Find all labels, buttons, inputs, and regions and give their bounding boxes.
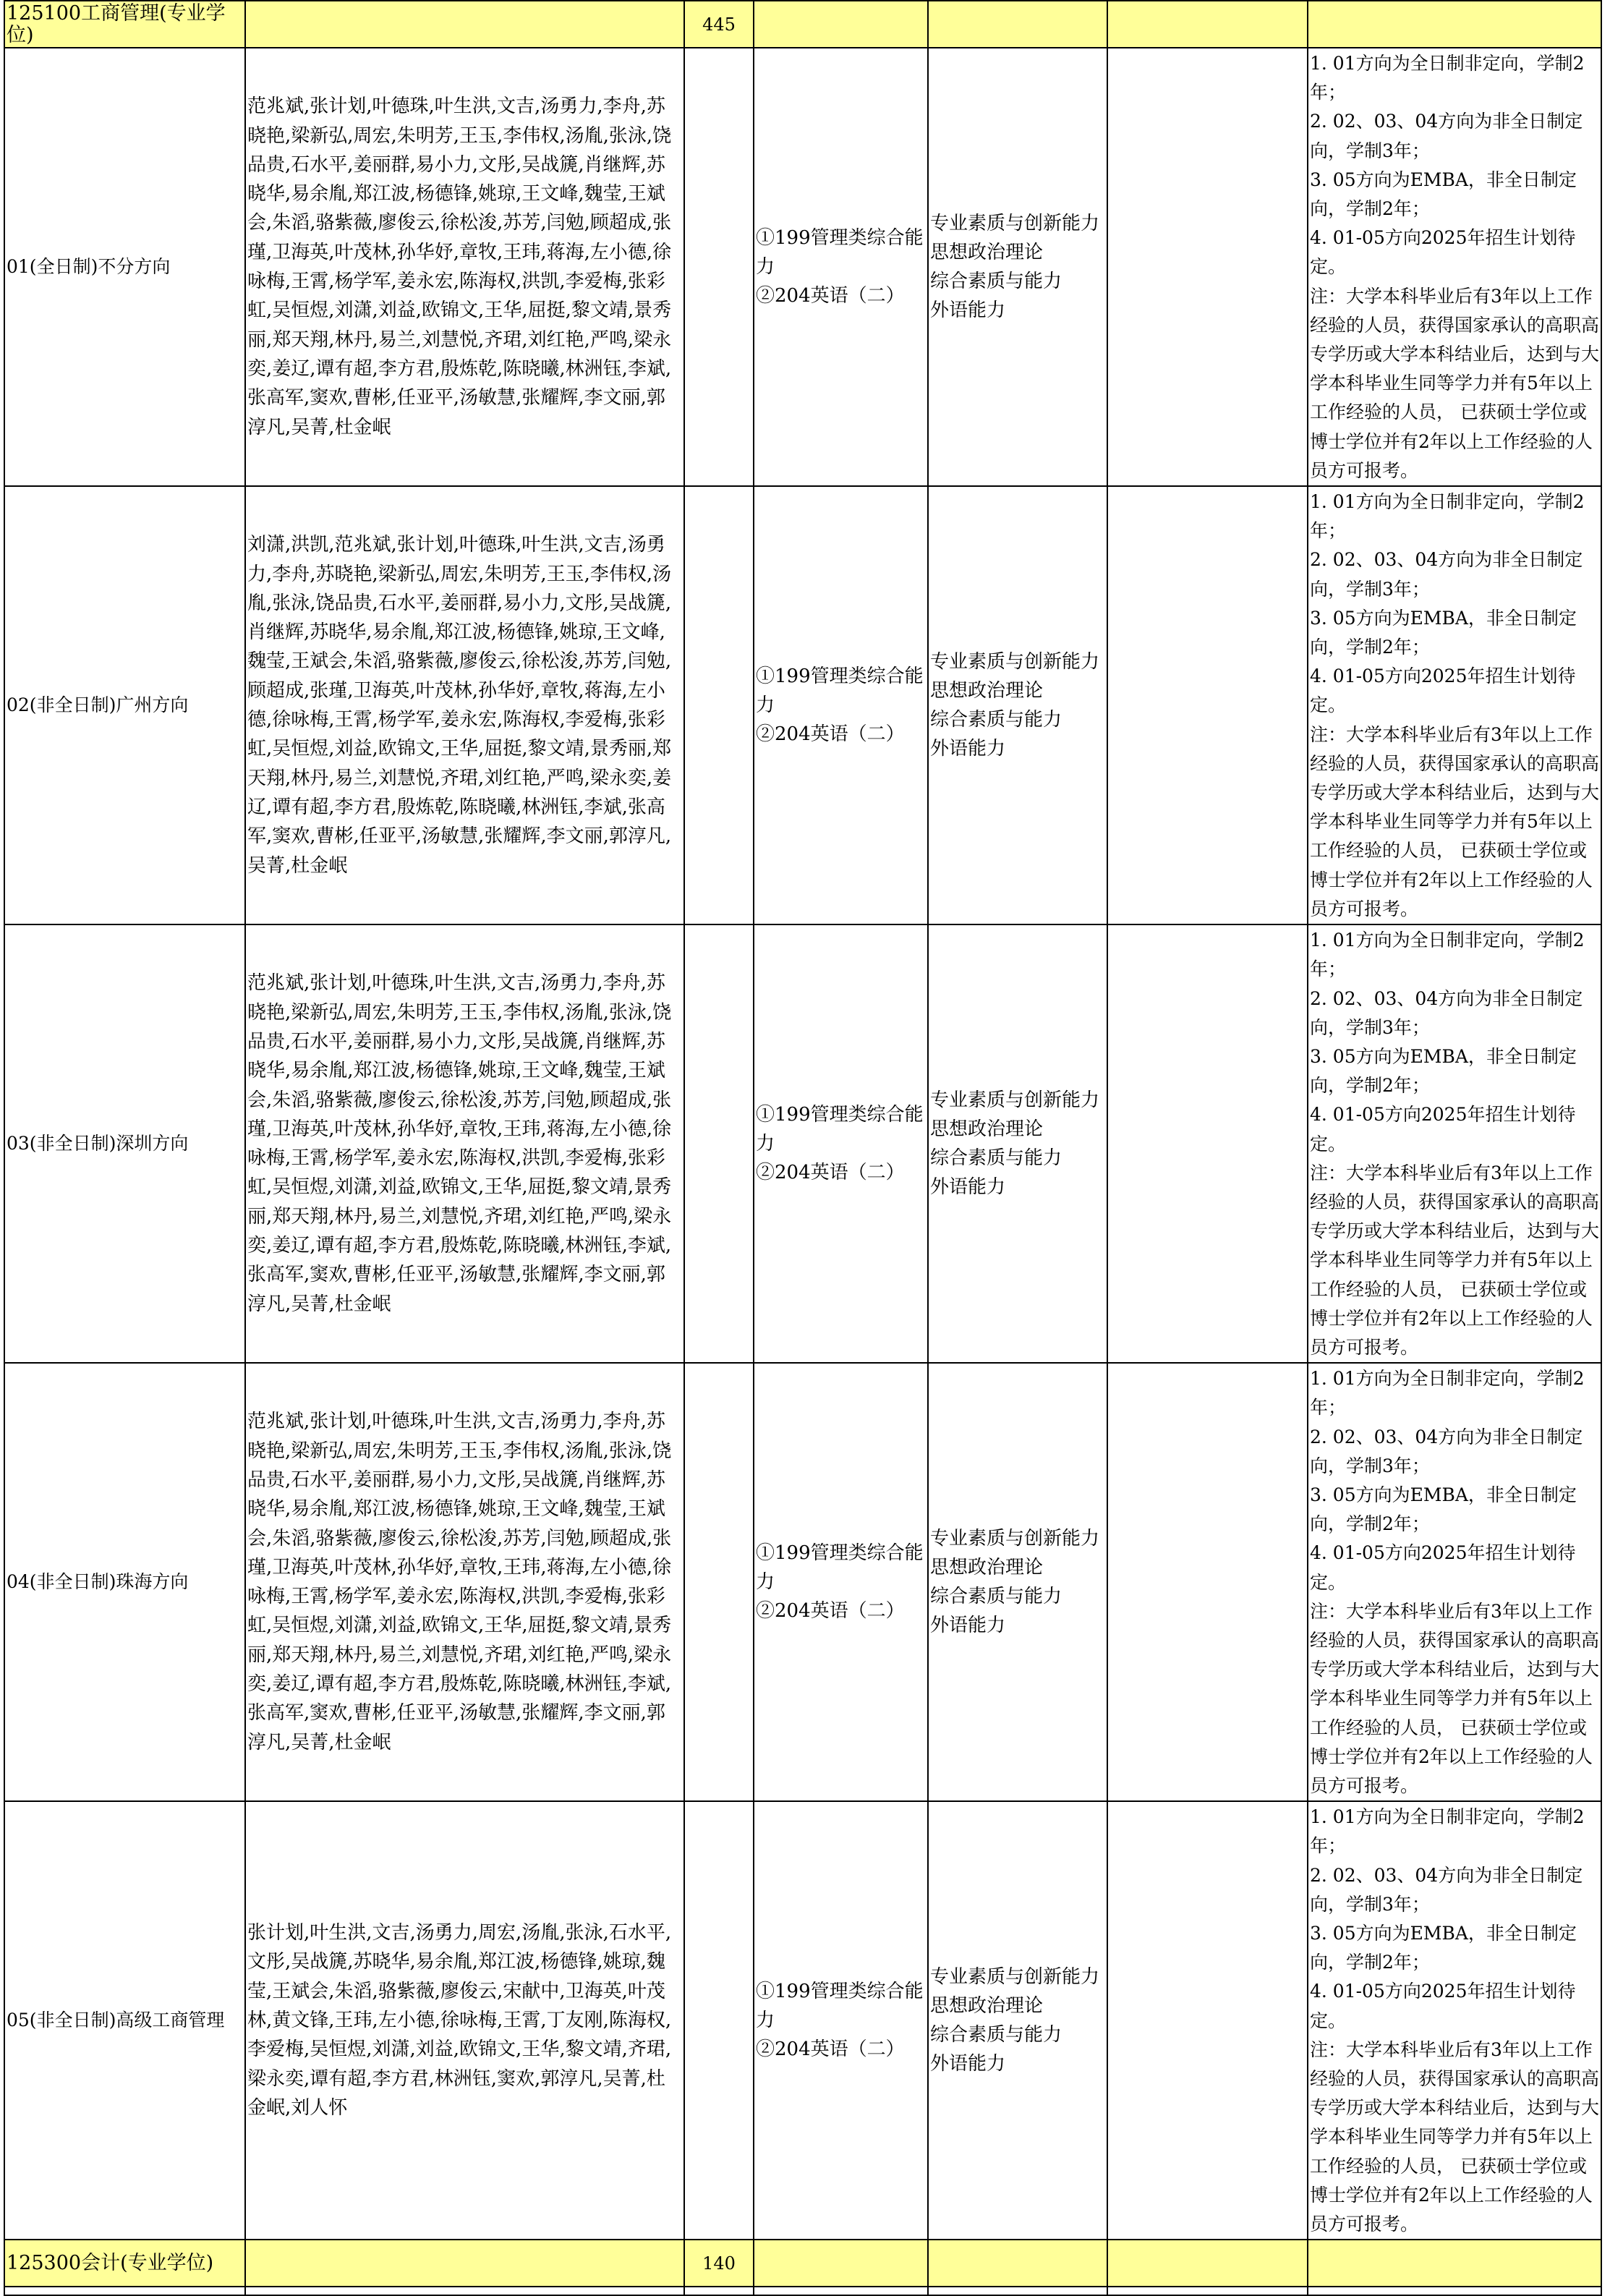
- empty-cell: [1308, 2287, 1601, 2295]
- advisor-list: 范兆斌,张计划,叶德珠,叶生洪,文吉,汤勇力,李舟,苏晓艳,梁新弘,周宏,朱明芳,王玉,李伟权,汤胤,张泳,饶品贵,石水平,姜丽群,易小力,文彤,吴战篪,肖继辉,苏晓华,易余胤,郑江波,杨德锋,姚琼,王文峰,魏莹,王斌会,朱滔,骆紫薇,廖俊云,徐松浚,苏芳,闫勉,顾超成,张瑾,卫海英,叶茂林,孙华妤,章牧,王玮,蒋海,左小德,徐咏梅,王霄,杨学军,姜永宏,陈海权,洪凯,李爱梅,张彩虹,吴恒煜,刘潇,刘益,欧锦文,王华,屈挺,黎文靖,景秀丽,郑天翔,林丹,易兰,刘慧悦,齐珺,刘红艳,严鸣,梁永奕,姜辽,谭有超,李方君,殷炼乾,陈晓曦,林洲钰,李斌,张高军,窦欢,曹彬,任亚平,汤敏慧,张耀辉,李文丽,郭淳凡,吴菁,杜金岷: [245, 1363, 684, 1801]
- exam-subject: ①199管理类综合能力: [756, 666, 924, 717]
- empty-cell: [1308, 1, 1601, 48]
- direction-name: 03(非全日制)深圳方向: [4, 924, 245, 1363]
- direction-row: [4, 486, 1601, 924]
- retest-subject: 思想政治理论: [930, 242, 1044, 264]
- empty-cell: [1107, 1, 1308, 48]
- empty-cell: [1107, 2240, 1308, 2287]
- retest-subject: 思想政治理论: [930, 680, 1044, 702]
- major-quota: 445: [684, 1, 754, 48]
- empty-cell: [245, 2240, 684, 2287]
- major-quota: 140: [684, 2240, 754, 2287]
- empty-cell: [1107, 924, 1308, 1363]
- retest-subject: 综合素质与能力: [930, 1147, 1062, 1170]
- remarks: 1. 01方向为全日制非定向，学制2年； 2. 02、03、04方向为非全日制定向，学制3年； 3. 05方向为EMBA，非全日制定向，学制2年； 4. 01-05方向2025年招生计划待定。 注：大学本科毕业后有3年以上工作经验的人员，获得国家承认的高职高专学历或大学本科结业后，达到与大学本科毕业生同等学力并有5年以上工作经验的人员， 已获硕士学位或博士学位并有2年以上工作经验的人员方可报考。: [1308, 486, 1601, 924]
- empty-cell: [684, 1801, 754, 2240]
- exam-subject: ②204英语（二）: [756, 2038, 905, 2061]
- exam-subjects: [754, 486, 928, 924]
- empty-cell: [1107, 48, 1308, 486]
- empty-cell: [928, 2240, 1107, 2287]
- remarks: 1. 01方向为全日制非定向，学制2年； 2. 02、03、04方向为非全日制定向，学制3年； 3. 05方向为EMBA，非全日制定向，学制2年； 4. 01-05方向2025年招生计划待定。 注：大学本科毕业后有3年以上工作经验的人员，获得国家承认的高职高专学历或大学本科结业后，达到与大学本科毕业生同等学力并有5年以上工作经验的人员， 已获硕士学位或博士学位并有2年以上工作经验的人员方可报考。: [1308, 924, 1601, 1363]
- retest-subject: 综合素质与能力: [930, 271, 1062, 293]
- empty-cell: [684, 48, 754, 486]
- direction-row: [4, 48, 1601, 486]
- exam-subjects: [754, 48, 928, 486]
- direction-name: 01(全日制)不分方向: [4, 48, 245, 486]
- advisor-list: 刘潇,洪凯,范兆斌,张计划,叶德珠,叶生洪,文吉,汤勇力,李舟,苏晓艳,梁新弘,周宏,朱明芳,王玉,李伟权,汤胤,张泳,饶品贵,石水平,姜丽群,易小力,文彤,吴战篪,肖继辉,苏晓华,易余胤,郑江波,杨德锋,姚琼,王文峰,魏莹,王斌会,朱滔,骆紫薇,廖俊云,徐松浚,苏芳,闫勉,顾超成,张瑾,卫海英,叶茂林,孙华妤,章牧,蒋海,左小德,徐咏梅,王霄,杨学军,姜永宏,陈海权,李爱梅,张彩虹,吴恒煜,刘益,欧锦文,王华,屈挺,黎文靖,景秀丽,郑天翔,林丹,易兰,刘慧悦,齐珺,刘红艳,严鸣,梁永奕,姜辽,谭有超,李方君,殷炼乾,陈晓曦,林洲钰,李斌,张高军,窦欢,曹彬,任亚平,汤敏慧,张耀辉,李文丽,郭淳凡,吴菁,杜金岷: [245, 486, 684, 924]
- direction-name: 05(非全日制)高级工商管理: [4, 1801, 245, 2240]
- exam-subject: ①199管理类综合能力: [756, 1104, 924, 1155]
- retest-subject: 外语能力: [930, 299, 1006, 322]
- remarks: 1. 01方向为全日制非定向，学制2年； 2. 02、03、04方向为非全日制定向，学制3年； 3. 05方向为EMBA，非全日制定向，学制2年； 4. 01-05方向2025年招生计划待定。 注：大学本科毕业后有3年以上工作经验的人员，获得国家承认的高职高专学历或大学本科结业后，达到与大学本科毕业生同等学力并有5年以上工作经验的人员， 已获硕士学位或博士学位并有2年以上工作经验的人员方可报考。: [1308, 1801, 1601, 2240]
- retest-subject: 综合素质与能力: [930, 709, 1062, 731]
- retest-subjects: [928, 924, 1107, 1363]
- exam-subjects: [754, 1363, 928, 1801]
- exam-subject: ①199管理类综合能力: [756, 1981, 924, 2032]
- retest-subject: 思想政治理论: [930, 1557, 1044, 1579]
- retest-subject: 外语能力: [930, 738, 1006, 760]
- retest-subject: 外语能力: [930, 1615, 1006, 1637]
- retest-subjects: [928, 48, 1107, 486]
- advisor-list: 张计划,叶生洪,文吉,汤勇力,周宏,汤胤,张泳,石水平,文彤,吴战篪,苏晓华,易余胤,郑江波,杨德锋,姚琼,魏莹,王斌会,朱滔,骆紫薇,廖俊云,宋献中,卫海英,叶茂林,黄文锋,王玮,左小德,徐咏梅,王霄,丁友刚,陈海权,李爱梅,吴恒煜,刘潇,刘益,欧锦文,王华,黎文靖,齐珺,梁永奕,谭有超,李方君,林洲钰,窦欢,郭淳凡,吴菁,杜金岷,刘人怀: [245, 1801, 684, 2240]
- retest-subject: 综合素质与能力: [930, 2024, 1062, 2046]
- retest-subjects: [928, 1363, 1107, 1801]
- empty-cell: [245, 2287, 684, 2295]
- major-header-row: [4, 1, 1601, 48]
- retest-subject: 专业素质与创新能力: [930, 213, 1100, 235]
- retest-subject: 思想政治理论: [930, 1995, 1044, 2017]
- empty-cell: [684, 924, 754, 1363]
- exam-subjects: [754, 924, 928, 1363]
- exam-subject: ②204英语（二）: [756, 1162, 905, 1184]
- retest-subject: 专业素质与创新能力: [930, 1528, 1100, 1550]
- retest-subjects: [928, 486, 1107, 924]
- empty-cell: [684, 2287, 754, 2295]
- exam-subject: ①199管理类综合能力: [756, 1542, 924, 1594]
- advisor-list: 范兆斌,张计划,叶德珠,叶生洪,文吉,汤勇力,李舟,苏晓艳,梁新弘,周宏,朱明芳,王玉,李伟权,汤胤,张泳,饶品贵,石水平,姜丽群,易小力,文彤,吴战篪,肖继辉,苏晓华,易余胤,郑江波,杨德锋,姚琼,王文峰,魏莹,王斌会,朱滔,骆紫薇,廖俊云,徐松浚,苏芳,闫勉,顾超成,张瑾,卫海英,叶茂林,孙华妤,章牧,王玮,蒋海,左小德,徐咏梅,王霄,杨学军,姜永宏,陈海权,洪凯,李爱梅,张彩虹,吴恒煜,刘潇,刘益,欧锦文,王华,屈挺,黎文靖,景秀丽,郑天翔,林丹,易兰,刘慧悦,齐珺,刘红艳,严鸣,梁永奕,姜辽,谭有超,李方君,殷炼乾,陈晓曦,林洲钰,李斌,张高军,窦欢,曹彬,任亚平,汤敏慧,张耀辉,李文丽,郭淳凡,吴菁,杜金岷: [245, 48, 684, 486]
- remarks: 1. 01方向为全日制非定向，学制2年； 2. 02、03、04方向为非全日制定向，学制3年； 3. 05方向为EMBA，非全日制定向，学制2年； 4. 01-05方向2025年招生计划待定。 注：大学本科毕业后有3年以上工作经验的人员，获得国家承认的高职高专学历或大学本科结业后，达到与大学本科毕业生同等学力并有5年以上工作经验的人员， 已获硕士学位或博士学位并有2年以上工作经验的人员方可报考。: [1308, 1363, 1601, 1801]
- exam-subject: ①199管理类综合能力: [756, 227, 924, 279]
- retest-subject: 综合素质与能力: [930, 1586, 1062, 1608]
- retest-subjects: [928, 1801, 1107, 2240]
- retest-subject: 外语能力: [930, 2053, 1006, 2075]
- empty-cell: [928, 2287, 1107, 2295]
- empty-cell: [4, 2287, 245, 2295]
- retest-subject: 外语能力: [930, 1176, 1006, 1199]
- empty-cell: [754, 2287, 928, 2295]
- direction-name: 02(非全日制)广州方向: [4, 486, 245, 924]
- remarks: 1. 01方向为全日制非定向，学制2年； 2. 02、03、04方向为非全日制定向，学制3年； 3. 05方向为EMBA，非全日制定向，学制2年； 4. 01-05方向2025年招生计划待定。 注：大学本科毕业后有3年以上工作经验的人员，获得国家承认的高职高专学历或大学本科结业后，达到与大学本科毕业生同等学力并有5年以上工作经验的人员， 已获硕士学位或博士学位并有2年以上工作经验的人员方可报考。: [1308, 48, 1601, 486]
- retest-subject: 思想政治理论: [930, 1118, 1044, 1141]
- empty-cell: [1107, 2287, 1308, 2295]
- advisor-list: 范兆斌,张计划,叶德珠,叶生洪,文吉,汤勇力,李舟,苏晓艳,梁新弘,周宏,朱明芳,王玉,李伟权,汤胤,张泳,饶品贵,石水平,姜丽群,易小力,文彤,吴战篪,肖继辉,苏晓华,易余胤,郑江波,杨德锋,姚琼,王文峰,魏莹,王斌会,朱滔,骆紫薇,廖俊云,徐松浚,苏芳,闫勉,顾超成,张瑾,卫海英,叶茂林,孙华妤,章牧,王玮,蒋海,左小德,徐咏梅,王霄,杨学军,姜永宏,陈海权,洪凯,李爱梅,张彩虹,吴恒煜,刘潇,刘益,欧锦文,王华,屈挺,黎文靖,景秀丽,郑天翔,林丹,易兰,刘慧悦,齐珺,刘红艳,严鸣,梁永奕,姜辽,谭有超,李方君,殷炼乾,陈晓曦,林洲钰,李斌,张高军,窦欢,曹彬,任亚平,汤敏慧,张耀辉,李文丽,郭淳凡,吴菁,杜金岷: [245, 924, 684, 1363]
- empty-cell: [1107, 486, 1308, 924]
- empty-cell: [245, 1, 684, 48]
- empty-cell: [928, 1, 1107, 48]
- empty-cell: [684, 1363, 754, 1801]
- empty-cell: [1107, 1363, 1308, 1801]
- exam-subject: ②204英语（二）: [756, 1600, 905, 1623]
- exam-subject: ②204英语（二）: [756, 723, 905, 746]
- direction-row: [4, 1363, 1601, 1801]
- retest-subject: 专业素质与创新能力: [930, 651, 1100, 673]
- exam-subjects: [754, 1801, 928, 2240]
- direction-row: [4, 924, 1601, 1363]
- direction-row: [4, 1801, 1601, 2240]
- exam-subject: ②204英语（二）: [756, 285, 905, 307]
- empty-cell: [1107, 1801, 1308, 2240]
- major-code-name: 125300会计(专业学位): [4, 2240, 245, 2287]
- major-code-name: 125100工商管理(专业学位): [4, 1, 245, 48]
- direction-name: 04(非全日制)珠海方向: [4, 1363, 245, 1801]
- table-row: [4, 2287, 1601, 2295]
- enrollment-table: [4, 0, 1602, 2296]
- retest-subject: 专业素质与创新能力: [930, 1966, 1100, 1989]
- empty-cell: [754, 2240, 928, 2287]
- empty-cell: [754, 1, 928, 48]
- empty-cell: [1308, 2240, 1601, 2287]
- retest-subject: 专业素质与创新能力: [930, 1089, 1100, 1112]
- empty-cell: [684, 486, 754, 924]
- major-header-row: [4, 2240, 1601, 2287]
